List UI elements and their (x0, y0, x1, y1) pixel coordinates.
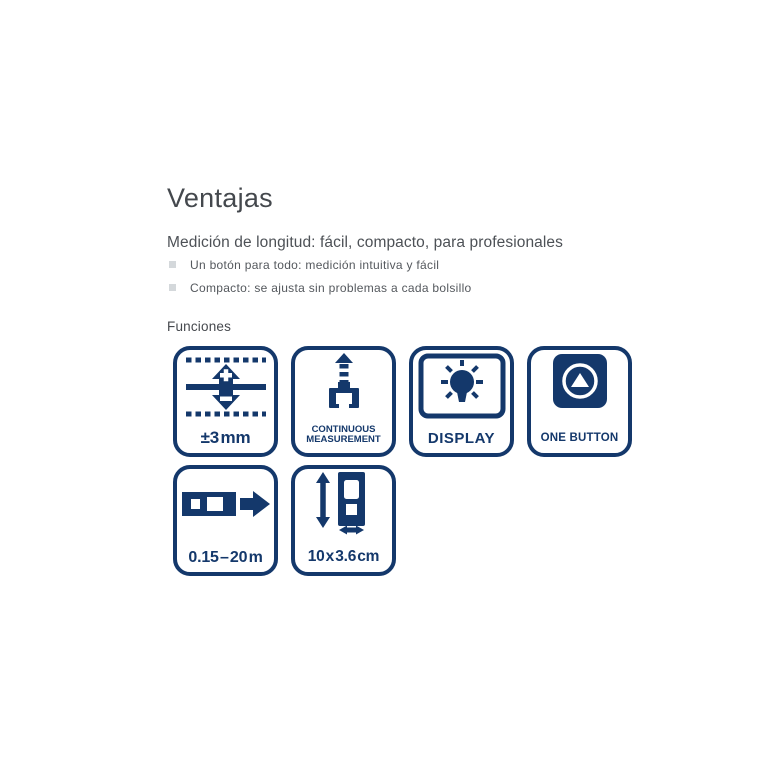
range-icon (178, 477, 274, 533)
benefit-list (169, 259, 472, 305)
features-grid (173, 346, 653, 576)
feature-label: ±3 mm (200, 427, 251, 447)
feature-label: 0.15 – 20 m (188, 548, 263, 566)
bullet-square-icon (169, 284, 176, 291)
section-subtitle: Medición de longitud: fácil, compacto, para profesionales (167, 234, 564, 251)
feature-tile-display (409, 346, 514, 457)
page-title: Ventajas (167, 183, 273, 213)
functions-label: Funciones (167, 319, 232, 334)
feature-label: ONE BUTTON (540, 431, 619, 444)
feature-label: CONTINUOUS MEASUREMENT (306, 423, 381, 445)
benefit-item (169, 282, 472, 294)
bullet-square-icon (169, 261, 176, 268)
feature-tile-accuracy (173, 346, 278, 457)
feature-label: DISPLAY (427, 429, 496, 447)
feature-label: 10 x 3.6 cm (307, 548, 380, 566)
feature-tile-dimensions (291, 465, 396, 576)
benefit-text: Un botón para todo: medición intuitiva y fácil (190, 258, 440, 272)
continuous-measurement-icon (296, 352, 392, 408)
display-icon (414, 353, 510, 419)
one-button-icon (532, 354, 628, 412)
feature-tile-range (173, 465, 278, 576)
benefit-item (169, 259, 472, 271)
dimensions-icon (296, 471, 392, 535)
feature-tile-continuous-measurement (291, 346, 396, 457)
benefit-text: Compacto: se ajusta sin problemas a cada bolsillo (190, 281, 472, 295)
feature-tile-one-button (527, 346, 632, 457)
accuracy-icon (178, 352, 274, 422)
